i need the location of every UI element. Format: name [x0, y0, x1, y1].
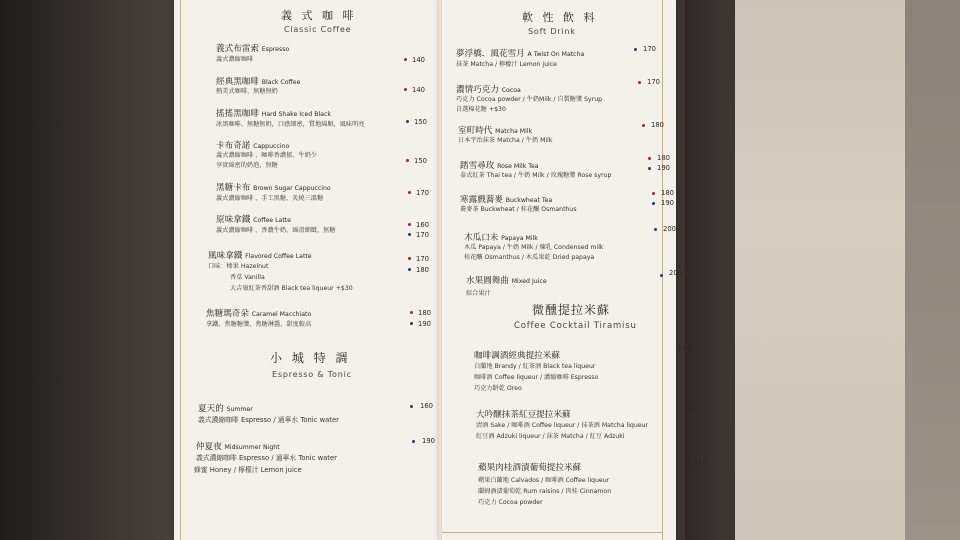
- menu-item-name: 木瓜口未 Papaya Milk: [464, 233, 538, 243]
- menu-item-price: 170: [416, 189, 429, 197]
- menu-item-desc: 義式濃縮咖啡 、咖啡香濃郁、牛奶少: [216, 152, 317, 159]
- menu-item-name: 踏雪尋玫 Rose Milk Tea: [460, 161, 539, 171]
- menu-item-name: 夢浮橋．風花雪月 A Twist On Matcha: [456, 49, 585, 59]
- menu-item-desc: 泰式紅茶 Thai tea / 牛奶 Milk / 玫瑰糖漿 Rose syrup: [460, 172, 612, 179]
- menu-item-price: 170: [416, 255, 429, 263]
- menu-item-desc: 巧克力 Cocoa powder / 牛奶Milk / 自製糖漿 Syrup: [456, 96, 603, 103]
- gold-border-bottom: [440, 532, 662, 533]
- menu-item-desc: 義式濃縮咖啡 、香濃牛奶、綿滑細緻，無糖: [216, 227, 336, 234]
- menu-item-name: 仲夏夜 Midsummer Night: [196, 442, 280, 452]
- menu-item-desc: 日本宇治抹茶 Matcha / 牛奶 Milk: [458, 137, 553, 144]
- menu-item-name: 經典黑咖啡 Black Coffee: [216, 77, 301, 87]
- menu-item-desc: 熱美式咖啡、無糖無奶: [216, 88, 278, 95]
- tiramisu-item-desc: 蘭姆酒漬葡萄乾 Rum raisins / 肉桂 Cinnamon: [478, 488, 612, 495]
- dark-table-left: [0, 0, 190, 540]
- menu-item-price: 190: [657, 164, 670, 172]
- menu-item-desc: 香草 Vanilla: [230, 274, 265, 281]
- hot-dot-icon: [406, 159, 409, 162]
- menu-item-name: 焦糖瑪奇朵 Caramel Macchiato: [206, 309, 312, 319]
- menu-item-price: 190: [422, 437, 435, 445]
- espresso-tonic-title-zh: 小 城 特 調: [270, 351, 351, 365]
- menu-item-price: 180: [661, 189, 674, 197]
- gold-border-left: [180, 0, 181, 540]
- hot-dot-icon: [404, 88, 407, 91]
- menu-item-desc: 抹茶 Matcha / 檸檬汁 Lemon juice: [456, 61, 557, 68]
- menu-page-left: [174, 0, 440, 540]
- menu-item-desc: 綜合果汁: [466, 290, 491, 297]
- tiramisu-item-price: 220: [678, 345, 691, 353]
- menu-item-name: 風味拿鐵 Flavored Coffee Latte: [208, 251, 312, 261]
- menu-item-name: 原味拿鐵 Coffee Latte: [216, 215, 291, 225]
- menu-item-desc: 大吉嶺紅茶香甜酒 Black tea liqueur +$30: [230, 285, 353, 292]
- menu-item-name: 濃情巧克力 Cocoa: [456, 85, 521, 95]
- tiramisu-item-name: 蘋果肉桂酒漬葡萄提拉米蘇: [478, 463, 582, 473]
- menu-item-price: 180: [418, 309, 431, 317]
- iced-dot-icon: [408, 233, 411, 236]
- tiramisu-item-desc: 咖啡酒 Coffee liqueur / 濃縮咖啡 Espresso: [474, 374, 599, 381]
- menu-item-desc: 口味：榛果 Hazelnut: [208, 263, 269, 270]
- iced-dot-icon: [652, 202, 655, 205]
- menu-item-price: 180: [651, 121, 664, 129]
- menu-item-desc: 義式濃縮咖啡: [216, 56, 254, 63]
- iced-dot-icon: [410, 322, 413, 325]
- menu-item-name: 搖搖黑咖啡 Hard Shake Iced Black: [216, 109, 331, 119]
- hot-dot-icon: [652, 192, 655, 195]
- menu-item-desc: 義式濃縮咖啡 Espresso / 通寧水 Tonic water: [198, 416, 339, 424]
- menu-item-desc: 蕎麥茶 Buckwheat / 桂花釀 Osmanthus: [460, 206, 577, 213]
- classic-coffee-title-zh: 義 式 咖 啡: [281, 9, 357, 22]
- tiramisu-item-desc: 清酒 Sake / 咖啡酒 Coffee liqueur / 抹茶酒 Matcha liqueur: [476, 422, 649, 429]
- tiramisu-item-price: 220: [694, 459, 707, 467]
- soft-drink-title-zh: 軟 性 飲 料: [522, 11, 598, 24]
- menu-item-name: 義式布雷索 Espresso: [216, 44, 290, 54]
- menu-item-name: 寒露戲蕎麥 Buckwheat Tea: [460, 195, 553, 205]
- iced-dot-icon: [410, 405, 413, 408]
- tiramisu-title-zh: 微醺提拉米蘇: [532, 303, 611, 317]
- iced-dot-icon: [412, 440, 415, 443]
- espresso-tonic-title-en: Espresso & Tonic: [272, 370, 352, 379]
- menu-item-price: 200: [669, 269, 682, 277]
- menu-item-name: 卡布奇諾 Cappuccino: [216, 141, 290, 151]
- tiramisu-item-desc: 巧克力 Cocoa powder: [478, 499, 543, 506]
- menu-item-price: 140: [412, 56, 425, 64]
- hot-dot-icon: [408, 223, 411, 226]
- menu-fold: [438, 0, 442, 540]
- iced-dot-icon: [408, 268, 411, 271]
- hot-dot-icon: [408, 257, 411, 260]
- placemat-shadow: [905, 0, 960, 540]
- menu-item-price: 190: [661, 199, 674, 207]
- menu-item-price: 140: [412, 86, 425, 94]
- menu-item-desc: 桂花釀 Osmanthus / 木瓜果乾 Dried papaya: [464, 254, 595, 261]
- hot-dot-icon: [404, 58, 407, 61]
- gold-border-right: [662, 0, 663, 540]
- iced-dot-icon: [648, 167, 651, 170]
- hot-dot-icon: [648, 157, 651, 160]
- hot-dot-icon: [642, 124, 645, 127]
- menu-item-desc: 義式濃縮咖啡 Espresso / 通寧水 Tonic water: [196, 454, 337, 462]
- menu-item-price: 180: [657, 154, 670, 162]
- menu-item-desc: 義式濃縮咖啡 、手工黑糖、炙燒三溫糖: [216, 195, 324, 202]
- menu-item-desc: 拿鐵、焦糖糖漿、焦糖淋醬、甜度較高: [206, 321, 312, 328]
- iced-dot-icon: [634, 48, 637, 51]
- tiramisu-item-desc: 巧克力餅乾 Oreo: [474, 385, 522, 392]
- iced-dot-icon: [654, 228, 657, 231]
- menu-item-desc: 享實綿密的奶泡，無糖: [216, 162, 278, 169]
- menu-item-desc: 蜂蜜 Honey / 檸檬汁 Lemon juice: [194, 466, 302, 474]
- tiramisu-item-desc: 蘋果白蘭地 Calvados / 咖啡酒 Coffee liqueur: [478, 477, 610, 484]
- soft-drink-title-en: Soft Drink: [528, 27, 576, 36]
- menu-item-price: 190: [418, 320, 431, 328]
- iced-dot-icon: [406, 120, 409, 123]
- tiramisu-title-en: Coffee Cocktail Tiramisu: [514, 321, 637, 331]
- menu-item-price: 180: [416, 266, 429, 274]
- tiramisu-item-desc: 紅豆酒 Adzuki liqueur / 抹茶 Matcha / 紅豆 Adzuki: [476, 433, 625, 440]
- menu-item-price: 170: [647, 78, 660, 86]
- tiramisu-item-name: 咖啡調酒經典提拉米蘇: [474, 351, 560, 361]
- tiramisu-item-desc: 白蘭地 Brandy / 紅茶酒 Black tea liqueur: [474, 363, 596, 370]
- menu-item-desc: 木瓜 Papaya / 牛奶 Milk / 煉乳 Condensed milk: [464, 244, 604, 251]
- menu-item-name: 室町時代 Matcha Milk: [458, 126, 533, 136]
- hot-dot-icon: [410, 311, 413, 314]
- tiramisu-item-name: 大吟醸抹茶紅豆提拉米蘇: [476, 410, 571, 420]
- iced-dot-icon: [660, 274, 663, 277]
- tiramisu-item-price: 220: [688, 405, 701, 413]
- menu-page-right: [440, 0, 707, 540]
- menu-item-price: 170: [416, 231, 429, 239]
- hot-dot-icon: [408, 191, 411, 194]
- menu-item-price: 160: [416, 221, 429, 229]
- menu-item-desc: 自選棉花糖 +$30: [456, 106, 506, 113]
- menu-item-price: 200: [663, 225, 676, 233]
- menu-item-price: 170: [643, 45, 656, 53]
- menu-item-name: 夏天的 Summer: [198, 404, 253, 414]
- classic-coffee-title-en: Classic Coffee: [284, 25, 352, 34]
- menu-item-price: 160: [420, 402, 433, 410]
- menu-item-name: 黑糖卡布 Brown Sugar Cappuccino: [216, 183, 331, 193]
- hot-dot-icon: [638, 81, 641, 84]
- menu-item-desc: 冰黑咖啡、無糖無奶，口感細密，質地綿順，風味明亮: [216, 121, 365, 128]
- menu-item-price: 150: [414, 157, 427, 165]
- menu-item-price: 150: [414, 118, 427, 126]
- menu-item-name: 水果圓舞曲 Mixed Juice: [466, 276, 547, 286]
